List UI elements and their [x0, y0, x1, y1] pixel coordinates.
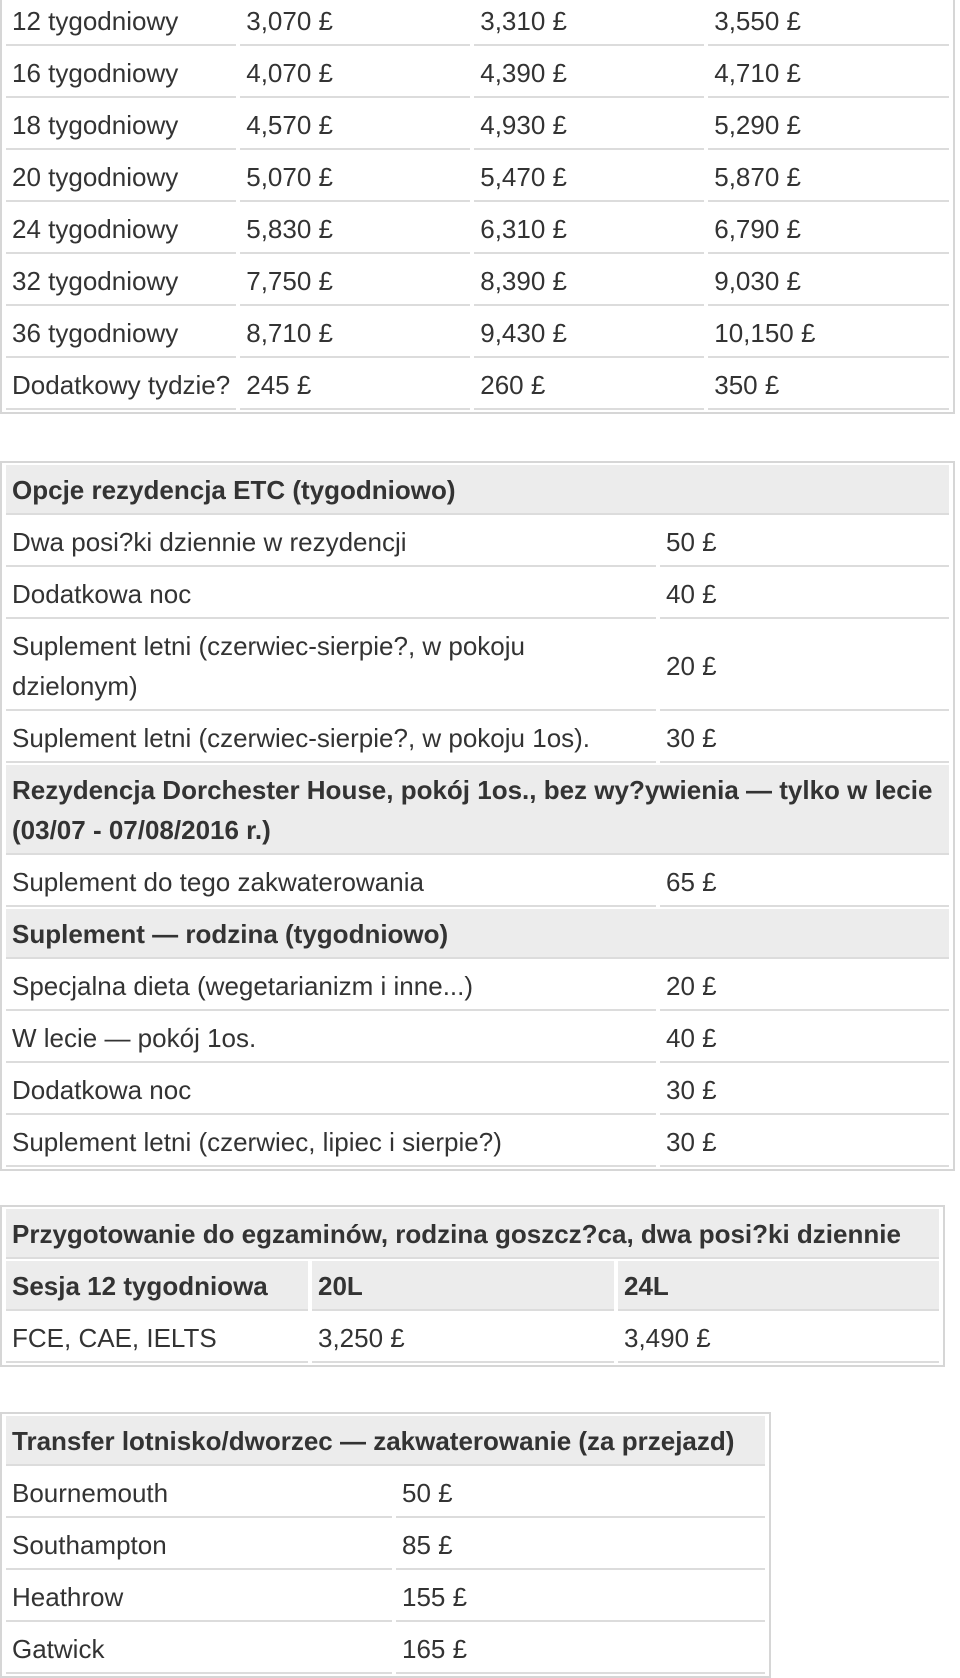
dorchester-section-header: Rezydencja Dorchester House, pokój 1os., bez wy?ywienia — tylko w lecie (03/07 - 07/08/2016 r.) [6, 765, 949, 855]
option-price: 65 £ [660, 857, 949, 907]
price-cell: 245 £ [240, 360, 470, 410]
price-cell: 155 £ [396, 1572, 765, 1622]
price-cell: 8,390 £ [474, 256, 704, 306]
table-row [6, 100, 949, 150]
option-label: Suplement letni (czerwiec, lipiec i sierpie?) [6, 1117, 656, 1167]
option-price: 30 £ [660, 713, 949, 763]
family-section-header: Suplement — rodzina (tygodniowo) [6, 909, 949, 959]
location-cell: Bournemouth [6, 1468, 392, 1518]
option-price: 50 £ [660, 517, 949, 567]
section-header-row [6, 1209, 939, 1259]
table-row [6, 308, 949, 358]
option-label: Suplement letni (czerwiec-sierpie?, w pokoju 1os). [6, 713, 656, 763]
price-cell: 3,310 £ [474, 0, 704, 46]
course-length-cell: 24 tygodniowy [6, 204, 236, 254]
price-cell: 5,830 £ [240, 204, 470, 254]
price-cell: 85 £ [396, 1520, 765, 1570]
price-cell: 9,030 £ [708, 256, 949, 306]
column-header-session: Sesja 12 tygodniowa [6, 1261, 308, 1311]
table-row [6, 0, 949, 46]
price-cell: 9,430 £ [474, 308, 704, 358]
course-length-cell: 18 tygodniowy [6, 100, 236, 150]
section-header-row [6, 1416, 765, 1466]
price-cell: 3,070 £ [240, 0, 470, 46]
table-row [6, 360, 949, 410]
exam-names-cell: FCE, CAE, IELTS [6, 1313, 308, 1363]
price-cell: 165 £ [396, 1624, 765, 1674]
option-price: 20 £ [660, 621, 949, 711]
residence-section-header: Opcje rezydencja ETC (tygodniowo) [6, 465, 949, 515]
tuition-price-table [0, 0, 955, 414]
section-header-row [6, 909, 949, 959]
table-row [6, 152, 949, 202]
accommodation-options-table [0, 461, 955, 1171]
table-row [6, 713, 949, 763]
table-row [6, 1468, 765, 1518]
price-cell: 6,790 £ [708, 204, 949, 254]
course-length-cell: 16 tygodniowy [6, 48, 236, 98]
table-row [6, 1065, 949, 1115]
option-label: Dodatkowa noc [6, 569, 656, 619]
option-label: Dwa posi?ki dziennie w rezydencji [6, 517, 656, 567]
column-header-row [6, 1261, 939, 1311]
price-cell: 8,710 £ [240, 308, 470, 358]
table-row [6, 1520, 765, 1570]
option-label: Suplement letni (czerwiec-sierpie?, w pokoju dzielonym) [6, 621, 656, 711]
option-price: 20 £ [660, 961, 949, 1011]
location-cell: Heathrow [6, 1572, 392, 1622]
table-row [6, 621, 949, 711]
price-cell: 4,710 £ [708, 48, 949, 98]
exam-preparation-table [0, 1205, 945, 1367]
table-row [6, 1313, 939, 1363]
price-cell: 350 £ [708, 360, 949, 410]
table-row [6, 517, 949, 567]
option-price: 30 £ [660, 1065, 949, 1115]
price-cell: 5,290 £ [708, 100, 949, 150]
price-cell: 5,470 £ [474, 152, 704, 202]
table-row [6, 1117, 949, 1167]
price-cell: 6,310 £ [474, 204, 704, 254]
table-row [6, 1572, 765, 1622]
price-cell: 50 £ [396, 1468, 765, 1518]
price-cell: 5,070 £ [240, 152, 470, 202]
transfer-price-table [0, 1412, 771, 1678]
table-row [6, 256, 949, 306]
transfer-section-header: Transfer lotnisko/dworzec — zakwaterowanie (za przejazd) [6, 1416, 765, 1466]
course-length-cell: Dodatkowy tydzie? [6, 360, 236, 410]
price-cell: 5,870 £ [708, 152, 949, 202]
table-row [6, 204, 949, 254]
location-cell: Southampton [6, 1520, 392, 1570]
option-label: Dodatkowa noc [6, 1065, 656, 1115]
section-header-row [6, 765, 949, 855]
price-cell: 260 £ [474, 360, 704, 410]
price-cell: 4,390 £ [474, 48, 704, 98]
course-length-cell: 36 tygodniowy [6, 308, 236, 358]
table-row [6, 1013, 949, 1063]
course-length-cell: 20 tygodniowy [6, 152, 236, 202]
table-row [6, 48, 949, 98]
course-length-cell: 12 tygodniowy [6, 0, 236, 46]
option-price: 40 £ [660, 1013, 949, 1063]
price-cell: 3,550 £ [708, 0, 949, 46]
option-label: W lecie — pokój 1os. [6, 1013, 656, 1063]
table-row [6, 961, 949, 1011]
option-label: Specjalna dieta (wegetarianizm i inne...) [6, 961, 656, 1011]
table-row [6, 857, 949, 907]
price-cell: 4,570 £ [240, 100, 470, 150]
option-price: 40 £ [660, 569, 949, 619]
price-cell: 3,490 £ [618, 1313, 939, 1363]
price-cell: 4,930 £ [474, 100, 704, 150]
column-header-24l: 24L [618, 1261, 939, 1311]
option-label: Suplement do tego zakwaterowania [6, 857, 656, 907]
section-header-row [6, 465, 949, 515]
course-length-cell: 32 tygodniowy [6, 256, 236, 306]
price-cell: 3,250 £ [312, 1313, 614, 1363]
price-cell: 10,150 £ [708, 308, 949, 358]
exam-section-header: Przygotowanie do egzaminów, rodzina goszcz?ca, dwa posi?ki dziennie [6, 1209, 939, 1259]
location-cell: Gatwick [6, 1624, 392, 1674]
table-row [6, 569, 949, 619]
price-cell: 7,750 £ [240, 256, 470, 306]
price-cell: 4,070 £ [240, 48, 470, 98]
column-header-20l: 20L [312, 1261, 614, 1311]
option-price: 30 £ [660, 1117, 949, 1167]
